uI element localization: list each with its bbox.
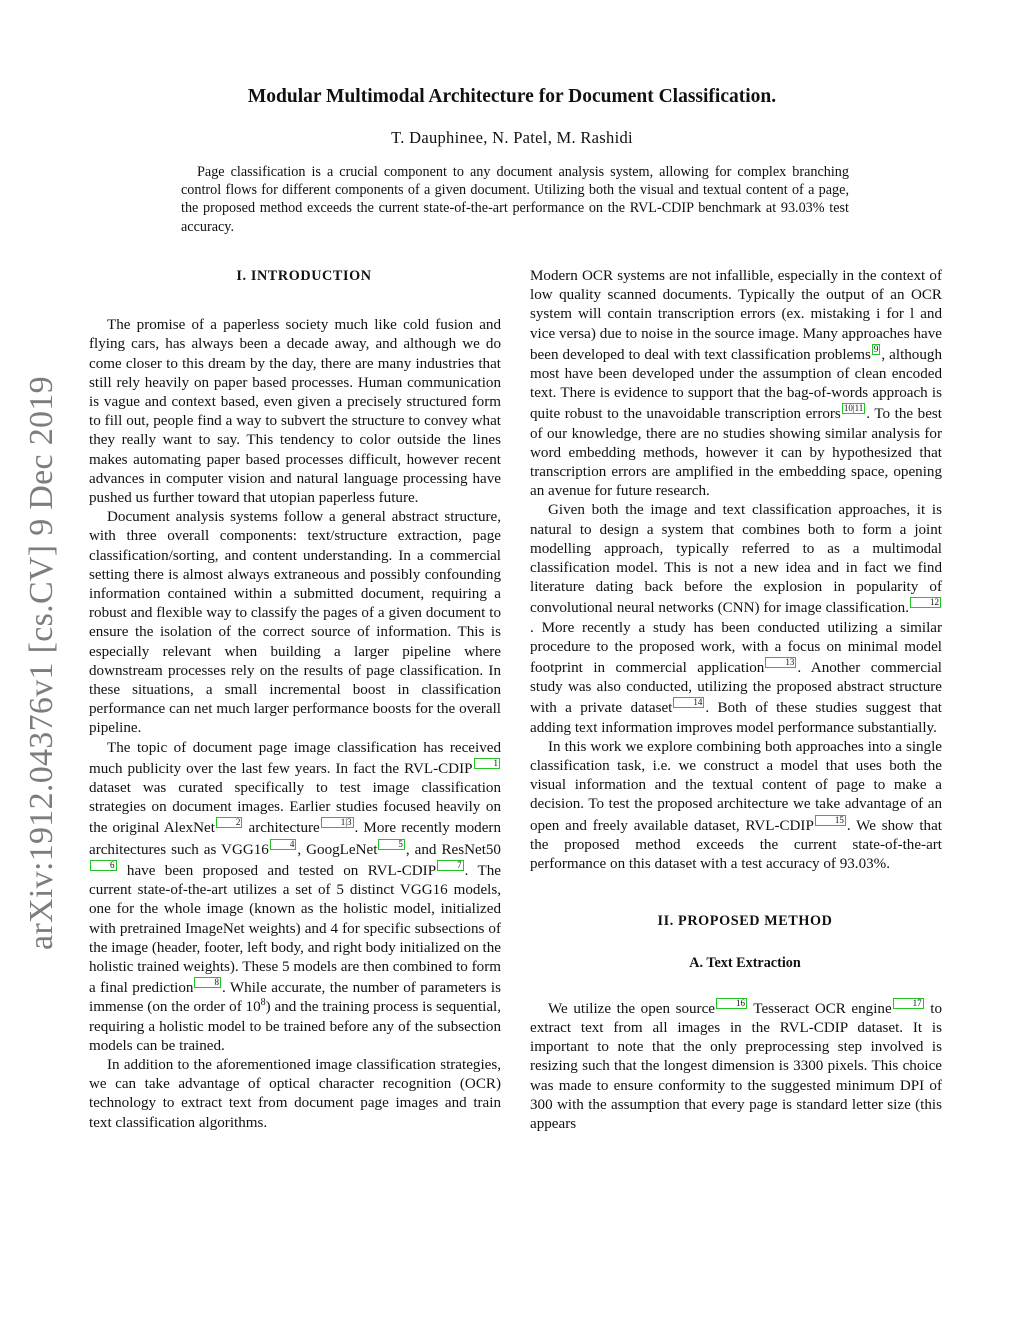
intro-paragraph-2: Document analysis systems follow a general abstract structure, with three overall components: text/structure extraction, page classification/sorting, and content understanding. In a commercial setting there is almost always extraneous and possibly confounding information contained within a submitted document, requiring a robust and flexible way to classify the pages of a given document to ensure the isolation of the correct source of information. This is especially relevant when building a larger pipeline where downstream processes rely on the results of page classification. In these situations, a small incremental boost in classification performance can net much larger performance boosts for the overall pipeline. (89, 509, 501, 737)
authors: T. Dauphinee, N. Patel, M. Rashidi (391, 128, 633, 147)
citation-link[interactable]: 9 (873, 343, 879, 354)
abstract (181, 163, 849, 236)
citation-link[interactable]: 1|3 (321, 817, 354, 828)
citation-link[interactable]: 4 (270, 839, 297, 850)
left-column (89, 267, 501, 1133)
intro-paragraph-4: In addition to the aforementioned image classification strategies, we can take advantage of optical character recognition (OCR) technology to extract text from document page images and train text classification algorithms. (89, 1056, 501, 1131)
citation-link[interactable]: 8 (194, 977, 221, 988)
citation-link[interactable]: 6 (90, 860, 117, 871)
abstract-text: Page classification is a crucial component to any document analysis system, allowing for complex branching control flows for different components of a given document. Utilizing both the visual and textual content of a page, the proposed method exceeds the current state-of-the-art performance on the RVL-CDIP benchmark at 93.03% test accuracy. (181, 164, 849, 235)
citation-link[interactable]: 14 (673, 697, 704, 708)
method-paragraph-1: We utilize the open source 16 Tesseract OCR engine 17 to extract text from all images in the RVL-CDIP dataset. It is important to note that the only preprocessing step involved is resizing such that the longest dimension is 3300 pixels. This choice was made to ensure conformity to the suggested minimum DPI of 300 with the assumption that every page is standard letter size (this appears (530, 997, 942, 1132)
citation-link[interactable]: 7 (437, 860, 464, 871)
arxiv-identifier (18, 358, 66, 968)
intro-paragraph-5: Modern OCR systems are not infallible, especially in the context of low quality scanned documents. Typically the output of an OCR system will contain transcription errors (ex. mistaking i for l and vice versa) due to noise in the source image. Many approaches have been developed to deal with text classification problems 9 , although most have been developed under the assumption of clean encoded text. There is evidence to support that the bag-of-words approach is quite robust to the unavoidable transcription errors 10|11 . To the best of our knowledge, there are no studies showing similar analysis for word embedding methods, however it can by hypothesized that transcription errors are amplified in the embedding space, opening an avenue for future research. (530, 268, 942, 500)
section-heading-proposed-method: II. PROPOSED METHOD (657, 913, 833, 930)
citation-link[interactable]: 10|11 (843, 403, 864, 414)
citation-link[interactable]: 5 (378, 839, 405, 850)
citation-link[interactable]: 2 (216, 817, 243, 828)
arxiv-id-text: arXiv:1912.04376v1 [cs.CV] 9 Dec 2019 (23, 376, 60, 950)
citation-link[interactable]: 15 (815, 815, 846, 826)
intro-paragraph-3: The topic of document page image classification has received much publicity over the last few years. In fact the RVL-CDIP 1 dataset was curated specifically to test image classification strategies on document images. Earlier studies focused heavily on the original AlexNet 2 architecture 1|3 . More recently modern architectures such as VGG16 4 , GoogLeNet 5 , and ResNet506 have been proposed and tested on RVL-CDIP 7 . The current state-of-the-art utilizes a set of 5 distinct VGG16 models, one for the whole image (known as the holistic model, initialized with pretrained ImageNet weights) and 4 for specific subsections of the image (header, footer, left body, and right body initialized on the holistic trained weights). These 5 models are then combined to form a final prediction 8 . While accurate, the number of parameters is immense (on the order of $10^8$) and the training process is sequential, requiring a holistic model to be trained before any of the subsection models can be trained. (89, 739, 502, 1054)
intro-paragraph-6: Given both the image and text classification approaches, it is natural to design a system that combines both to form a joint modelling approach, typically referred to as a multimodal classification model. This is not a new idea and in fact we find literature dating back before the explosion in popularity of convolutional neural networks (CNN) for image classification. 12. More recently a study has been conducted utilizing a similar procedure to the proposed work, with a focus on minimal model footprint in commercial application 13 . Another commercial study was also conducted, utilizing the proposed abstract structure with a private dataset 14 . Both of these studies suggest that adding text information improves model performance substantially. (530, 502, 942, 736)
citation-link[interactable]: 12 (910, 597, 941, 608)
section-heading-introduction: I. INTRODUCTION (236, 268, 372, 284)
intro-paragraph-7: In this work we explore combining both approaches into a single classification task, i.e. we construct a model that uses both the visual information and the textual content of page to make a decision. To test the proposed architecture we take advantage of an open and freely available dataset, RVL-CDIP 15 . We show that the proposed method exceeds the current state-of-the-art performance on this dataset with a test accuracy of 93.03%. (530, 738, 942, 873)
paper-title: Modular Multimodal Architecture for Document Classification. (247, 86, 777, 107)
subsection-heading-text-extraction: A. Text Extraction (689, 954, 801, 971)
intro-paragraph-1: The promise of a paperless society much like cold fusion and flying cars, has always been a decade away, and although we do come closer to this dream by the day, there are many industries that still rely heavily on paper based processes. Human communication is vague and context based, even given a precisely structured form to fill out, people find a way to subvert the structure to convey what they really want to say. This tendency to color outside the lines makes automating paper based processes difficult, however recent advances in computer vision and natural language processing have pushed us further toward that utopian paperless future. (89, 317, 501, 507)
citation-link[interactable]: 1 (474, 758, 501, 769)
exponent: 8 (260, 997, 266, 1009)
citation-link[interactable]: 13 (765, 657, 796, 668)
citation-link[interactable]: 16 (716, 998, 747, 1009)
right-column (530, 267, 942, 1134)
citation-link[interactable]: 17 (893, 998, 924, 1009)
